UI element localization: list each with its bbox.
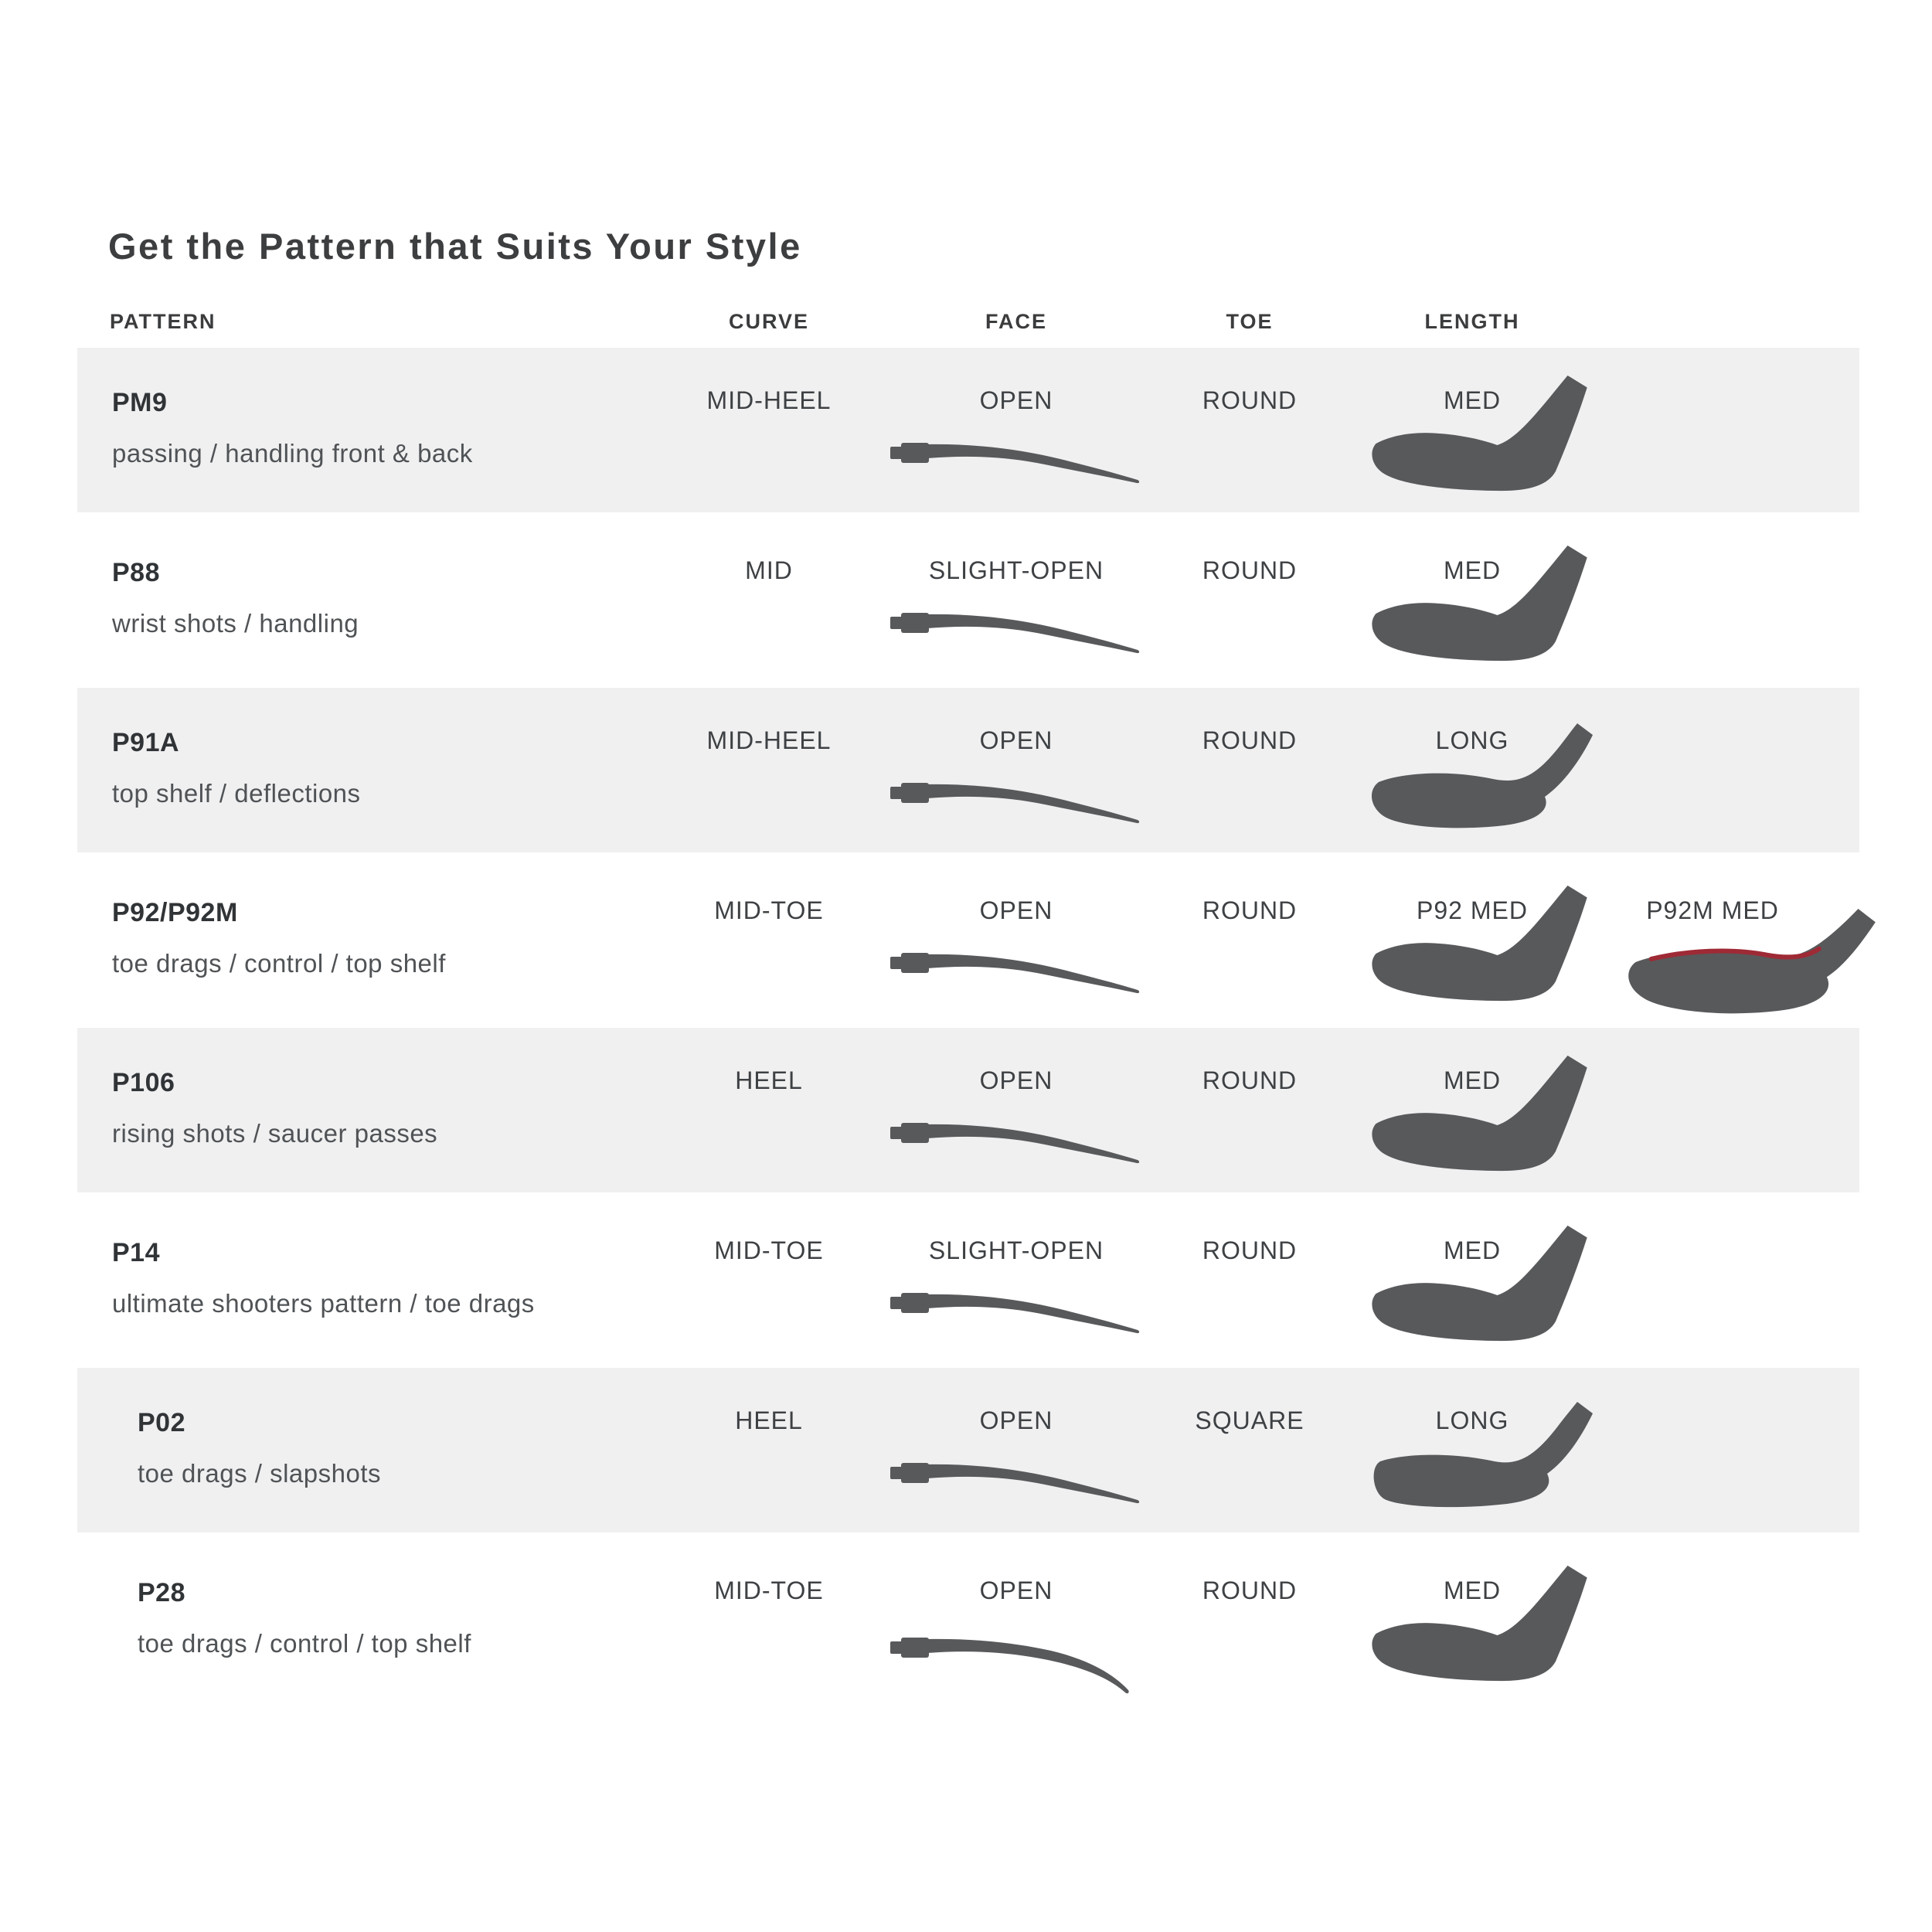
table-row-p92 — [77, 858, 1859, 1028]
length-value: MED — [1443, 556, 1502, 584]
pattern-name: P88 — [112, 558, 160, 587]
pattern-description: ultimate shooters pattern / toe drags — [112, 1289, 535, 1318]
curve-value: HEEL — [735, 1066, 803, 1094]
curve-value: MID-HEEL — [706, 386, 832, 414]
table-row-p02 — [77, 1368, 1859, 1532]
toe-value: ROUND — [1202, 556, 1298, 584]
table-header — [77, 310, 1859, 341]
length-value-p92m: P92M MED — [1646, 896, 1779, 924]
table-row-p91a — [77, 688, 1859, 852]
blade-side-profile-icon — [1364, 719, 1596, 833]
pattern-name: P92/P92M — [112, 898, 238, 927]
table-row-pm9 — [77, 348, 1859, 512]
length-value: LONG — [1435, 1406, 1509, 1434]
length-value: MED — [1443, 1066, 1502, 1094]
table-row-p14 — [77, 1198, 1859, 1368]
table-row-p28 — [77, 1538, 1859, 1708]
blade-side-profile-icon — [1364, 1053, 1604, 1172]
blade-side-profile-icon — [1364, 372, 1604, 492]
pattern-name: P91A — [112, 728, 180, 757]
face-value: OPEN — [979, 1577, 1053, 1604]
column-header-curve: CURVE — [728, 310, 810, 333]
blade-side-profile-icon — [1364, 1223, 1604, 1342]
column-header-pattern: PATTERN — [110, 310, 216, 333]
length-value: MED — [1443, 1236, 1502, 1264]
column-header-toe: TOE — [1226, 310, 1274, 333]
toe-value: ROUND — [1202, 896, 1298, 924]
pattern-description: rising shots / saucer passes — [112, 1119, 438, 1148]
pattern-description: toe drags / control / top shelf — [112, 949, 446, 978]
blade-side-profile-p92m-icon — [1615, 907, 1882, 1017]
toe-value: ROUND — [1202, 1577, 1298, 1604]
pattern-name: P28 — [138, 1578, 185, 1607]
toe-value: ROUND — [1202, 726, 1298, 754]
toe-value: ROUND — [1202, 1066, 1298, 1094]
pattern-description: top shelf / deflections — [112, 779, 361, 808]
page-title: Get the Pattern that Suits Your Style — [108, 226, 802, 267]
length-value-p92: P92 MED — [1417, 896, 1528, 924]
pattern-name: P106 — [112, 1068, 175, 1097]
length-value: LONG — [1435, 726, 1509, 754]
curve-value: MID-TOE — [714, 1577, 824, 1604]
column-header-face: FACE — [985, 310, 1047, 333]
blade-curve-top-view-icon — [889, 1284, 1144, 1342]
pattern-description: toe drags / control / top shelf — [138, 1629, 471, 1658]
curve-value: HEEL — [735, 1406, 803, 1434]
face-value: OPEN — [979, 896, 1053, 924]
face-value: SLIGHT-OPEN — [928, 1236, 1104, 1264]
pattern-description: toe drags / slapshots — [138, 1459, 382, 1488]
length-value: MED — [1443, 1577, 1502, 1604]
face-value: OPEN — [979, 386, 1053, 414]
blade-curve-top-view-icon — [889, 604, 1144, 662]
curve-value: MID-TOE — [714, 1236, 824, 1264]
column-header-length: LENGTH — [1424, 310, 1520, 333]
pattern-name: P02 — [138, 1408, 185, 1437]
pattern-name: P14 — [112, 1238, 160, 1267]
length-value: MED — [1443, 386, 1502, 414]
blade-curve-top-view-icon — [889, 944, 1144, 1002]
curve-value: MID — [745, 556, 793, 584]
toe-value: SQUARE — [1195, 1406, 1304, 1434]
blade-side-profile-icon — [1364, 1563, 1604, 1682]
pattern-description: passing / handling front & back — [112, 439, 473, 468]
pattern-name: PM9 — [112, 388, 168, 417]
face-value: OPEN — [979, 1066, 1053, 1094]
blade-side-profile-icon — [1364, 883, 1604, 1002]
curve-value: MID-TOE — [714, 896, 824, 924]
blade-curve-top-view-icon — [889, 434, 1144, 492]
blade-curve-top-view-icon — [889, 774, 1144, 832]
face-value: OPEN — [979, 1406, 1053, 1434]
blade-curve-top-view-icon — [889, 1454, 1144, 1512]
face-value: OPEN — [979, 726, 1053, 754]
blade-side-profile-square-toe-icon — [1364, 1399, 1596, 1513]
blade-curve-top-view-icon — [889, 1114, 1144, 1172]
table-row-p88 — [77, 518, 1859, 688]
toe-value: ROUND — [1202, 386, 1298, 414]
curve-value: MID-HEEL — [706, 726, 832, 754]
pattern-description: wrist shots / handling — [112, 609, 359, 638]
toe-value: ROUND — [1202, 1236, 1298, 1264]
face-value: SLIGHT-OPEN — [928, 556, 1104, 584]
blade-curve-top-view-icon — [889, 1628, 1144, 1705]
table-row-p106 — [77, 1028, 1859, 1192]
blade-side-profile-icon — [1364, 543, 1604, 662]
